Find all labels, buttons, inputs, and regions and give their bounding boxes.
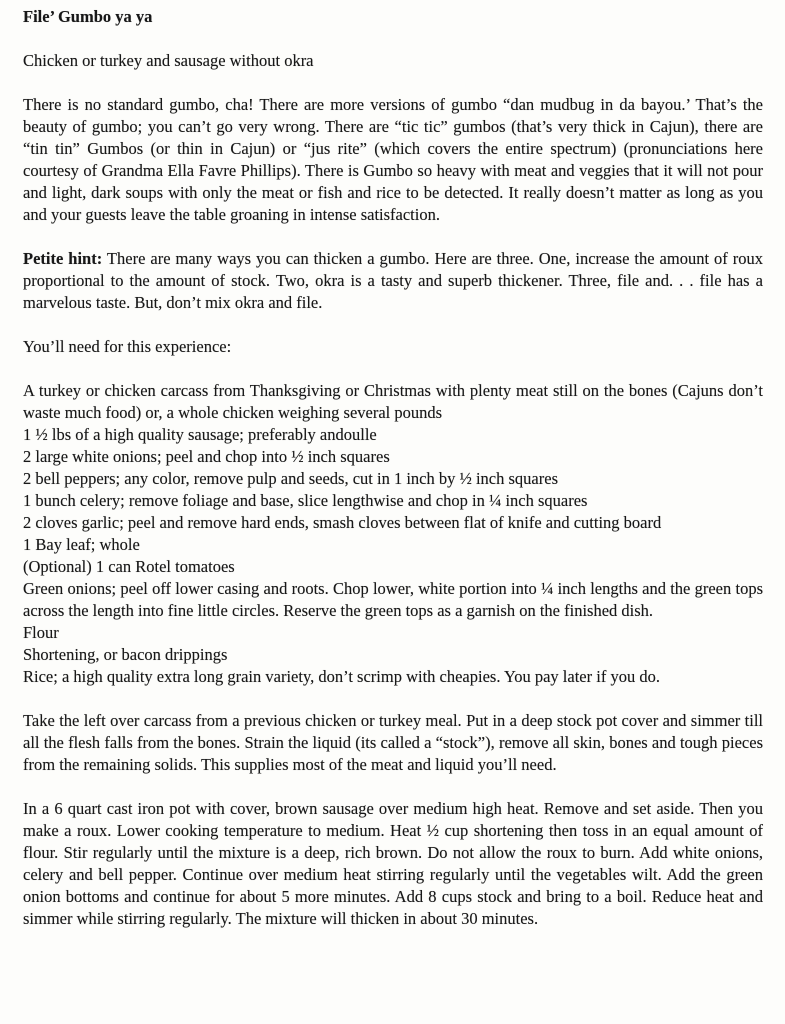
hint-text: There are many ways you can thicken a gumbo. Here are three. One, increase the amount of roux proportional to the amount of stock. Two, okra is a tasty and superb thickener. Three, file and. . . file has a marvelous taste. But, don’t mix okra and file. (23, 249, 763, 312)
ingredients-list (23, 380, 763, 688)
recipe-title: File’ Gumbo ya ya (23, 7, 153, 26)
ingredient-line-onions: 2 large white onions; peel and chop into ½ inch squares (23, 447, 390, 466)
ingredient-line-celery: 1 bunch celery; remove foliage and base, slice lengthwise and chop in ¼ inch squares (23, 491, 588, 510)
ingredient-line-shortening: Shortening, or bacon drippings (23, 645, 228, 664)
ingredient-line-green-onions: Green onions; peel off lower casing and roots. Chop lower, white portion into ¼ inch lengths and the green tops across the length into fine little circles. Reserve the green tops as a garnish on the finished dish. (23, 579, 763, 620)
ingredient-line-bay-leaf: 1 Bay leaf; whole (23, 535, 140, 554)
ingredient-line-rotel: (Optional) 1 can Rotel tomatoes (23, 557, 235, 576)
hint-label: Petite hint: (23, 249, 103, 268)
ingredient-line-sausage: 1 ½ lbs of a high quality sausage; preferably andoulle (23, 425, 377, 444)
ingredient-line-flour: Flour (23, 623, 59, 642)
recipe-subtitle: Chicken or turkey and sausage without okra (23, 51, 314, 70)
intro-paragraph: There is no standard gumbo, cha! There are more versions of gumbo “dan mudbug in da bayou.’ That’s the beauty of gumbo; you can’t go very wrong. There are “tic tic” gumbos (that’s very thick in Cajun), there are “tin tin” Gumbos (or thin in Cajun) or “jus rite” (which covers the entire spectrum) (pronunciations here courtesy of Grandma Ella Favre Phillips). There is Gumbo so heavy with meat and veggies that it will not pour and light, dark soups with only the meat or fish and rice to be detected. It really doesn’t matter as long as you and your guests leave the table groaning in intense satisfaction. (23, 95, 763, 224)
ingredient-line-garlic: 2 cloves garlic; peel and remove hard ends, smash cloves between flat of knife and cutting board (23, 513, 662, 532)
hint-paragraph (23, 248, 763, 314)
ingredient-line-carcass: A turkey or chicken carcass from Thanksgiving or Christmas with plenty meat still on the bones (Cajuns don’t waste much food) or, a whole chicken weighing several pounds (23, 381, 763, 422)
needs-heading: You’ll need for this experience: (23, 337, 232, 356)
roux-step-paragraph: In a 6 quart cast iron pot with cover, brown sausage over medium high heat. Remove and set aside. Then you make a roux. Lower cooking temperature to medium. Heat ½ cup shortening then toss in an equal amount of flour. Stir regularly until the mixture is a deep, rich brown. Do not allow the roux to burn. Add white onions, celery and bell pepper. Continue over medium heat stirring regularly until the vegetables wilt. Add the green onion bottoms and continue for about 5 more minutes. Add 8 cups stock and bring to a boil. Reduce heat and simmer while stirring regularly. The mixture will thicken in about 30 minutes. (23, 799, 763, 928)
ingredient-line-bell-peppers: 2 bell peppers; any color, remove pulp and seeds, cut in 1 inch by ½ inch squares (23, 469, 558, 488)
ingredient-line-rice: Rice; a high quality extra long grain variety, don’t scrimp with cheapies. You pay later if you do. (23, 667, 660, 686)
stock-step-paragraph: Take the left over carcass from a previous chicken or turkey meal. Put in a deep stock pot cover and simmer till all the flesh falls from the bones. Strain the liquid (its called a “stock”), remove all skin, bones and tough pieces from the remaining solids. This supplies most of the meat and liquid you’ll need. (23, 711, 763, 774)
